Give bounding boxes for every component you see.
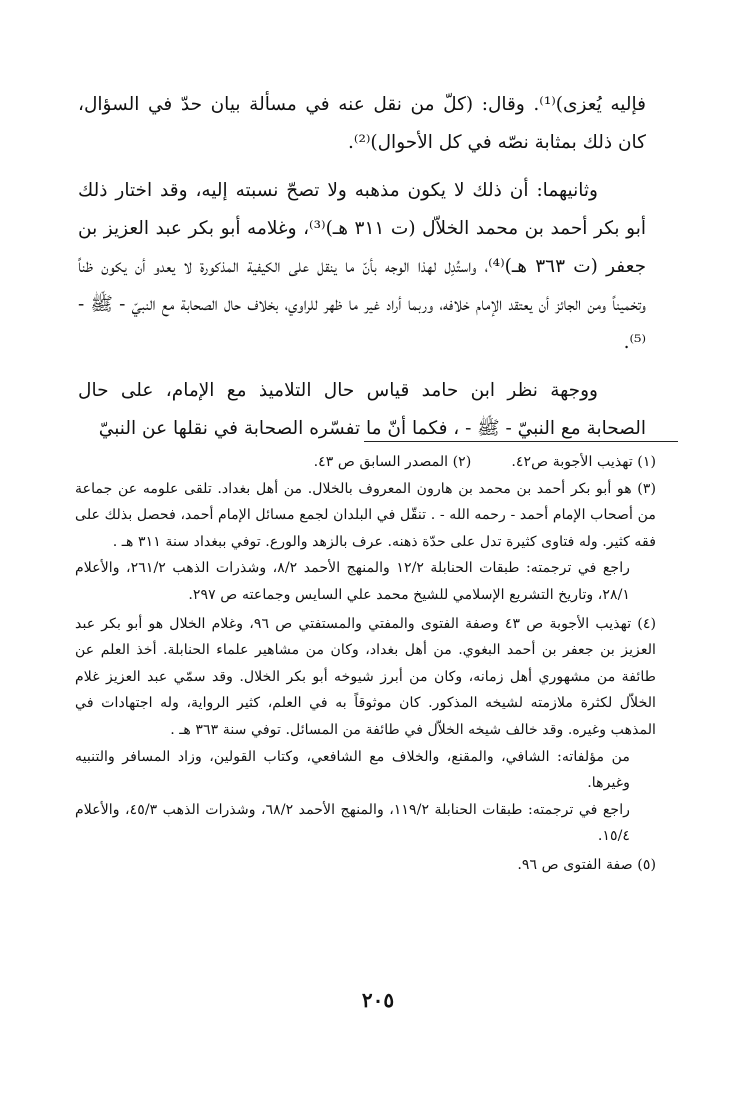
paragraph-3: ووجهة نظر ابن حامد قياس حال التلاميذ مع الإمام، على حال الصحابة مع النبيّ - ﷺ - ، فكما أنّ ما تفسّره الصحابة في نقلها عن النبيّ	[78, 380, 646, 439]
footnote-4-works: من مؤلفاته: الشافي، والمقنع، والخلاف مع الشافعي، وكتاب القولين، وزاد المسافر والتنبيه وغيرها.	[75, 748, 630, 792]
footnote-1: (١) تهذيب الأجوبة ص٤٢.	[511, 454, 656, 470]
footnote-divider	[364, 441, 678, 442]
footnote-4-references: راجع في ترجمته: طبقات الحنابلة ١١٩/٢، والمنهج الأحمد ٦٨/٢، وشذرات الذهب ٤٥/٣، والأعلام ١٥/٤.	[75, 801, 630, 845]
footnote-4: (٤) تهذيب الأجوبة ص ٤٣ وصفة الفتوى والمفتي والمستفتي ص ٩٦، وغلام الخلال هو أبو بكر عبد العزيز بن جعفر بن أحمد البغوي. من أهل بغداد، وكان من مشاهير علماء الحنابلة. أخذ العلم عن طائفة من مشهوري أهل زمانه، وكان من أبرز شيوخه أبو بكر الخلال. وقد سمّي عبد العزيز غلام الخلاّل لكثرة ملازمته لشيخه المذكور. كان موثوقاً به في العلم، كثير الرواية، وله اجتهادات في المذهب وغيره. وقد خالف شيخه الخلاّل في طائفة من المسائل. توفي سنة ٣٦٣ هـ .	[75, 615, 656, 738]
footnote-4-block	[75, 611, 656, 850]
paragraph-2: وثانيهما: أن ذلك لا يكون مذهبه ولا تصحّ نسبته إليه، وقد اختار ذلك أبو بكر أحمد بن محمد الخلاّل (ت ٣١١ هـ)⁽³⁾، وغلامه أبو بكر عبد العزيز بن جعفر (ت ٣٦٣ هـ)⁽⁴⁾، واستُدِل لهذا الوجه بأنّ ما ينقل على الكيفية المذكورة لا يعدو أن يكون ظناً وتخميناً ومن الجائز أن يعتقد الإمام خلافه، وربما أراد غير ما ظهر للراوي، بخلاف حال الصحابة مع النبيّ - ﷺ - ⁽⁵⁾.	[78, 180, 647, 353]
footnote-2: (٢) المصدر السابق ص ٤٣.	[313, 454, 472, 470]
footnotes	[75, 449, 656, 879]
footnote-3-references: راجع في ترجمته: طبقات الحنابلة ١٢/٢ والمنهج الأحمد ٨/٢، وشذرات الذهب ٢٦١/٢، والأعلام ٢٨/١، وتاريخ التشريع الإسلامي للشيخ محمد علي السايس وجماعته ص ٢٩٧.	[75, 560, 630, 603]
main-text	[78, 86, 646, 458]
footnote-3: (٣) هو أبو بكر أحمد بن محمد بن هارون المعروف بالخلال. من أهل بغداد. تلقى علومه عن جماعة من أصحاب الإمام أحمد - رحمه الله - . تنقّل في البلدان لجمع مسائل الإمام أحمد، فحصل بذلك على فقه كثير. وله فتاوى كثيرة تدل على حدّة ذهنه. عرف بالزهد والورع. توفي ببغداد سنة ٣١١ هـ .	[75, 480, 656, 550]
footnote-5: (٥) صفة الفتوى ص ٩٦.	[517, 856, 656, 873]
footnote-3-block	[75, 476, 656, 609]
paragraph-1: فإليه يُعزى)⁽¹⁾. وقال: (كلّ من نقل عنه في مسألة بيان حدّ في السؤال، كان ذلك بمثابة نصّه في كل الأحوال)⁽²⁾.	[78, 94, 646, 153]
footnote-row-1-2	[75, 449, 656, 476]
page-number: ٢٠٥	[361, 988, 395, 1012]
